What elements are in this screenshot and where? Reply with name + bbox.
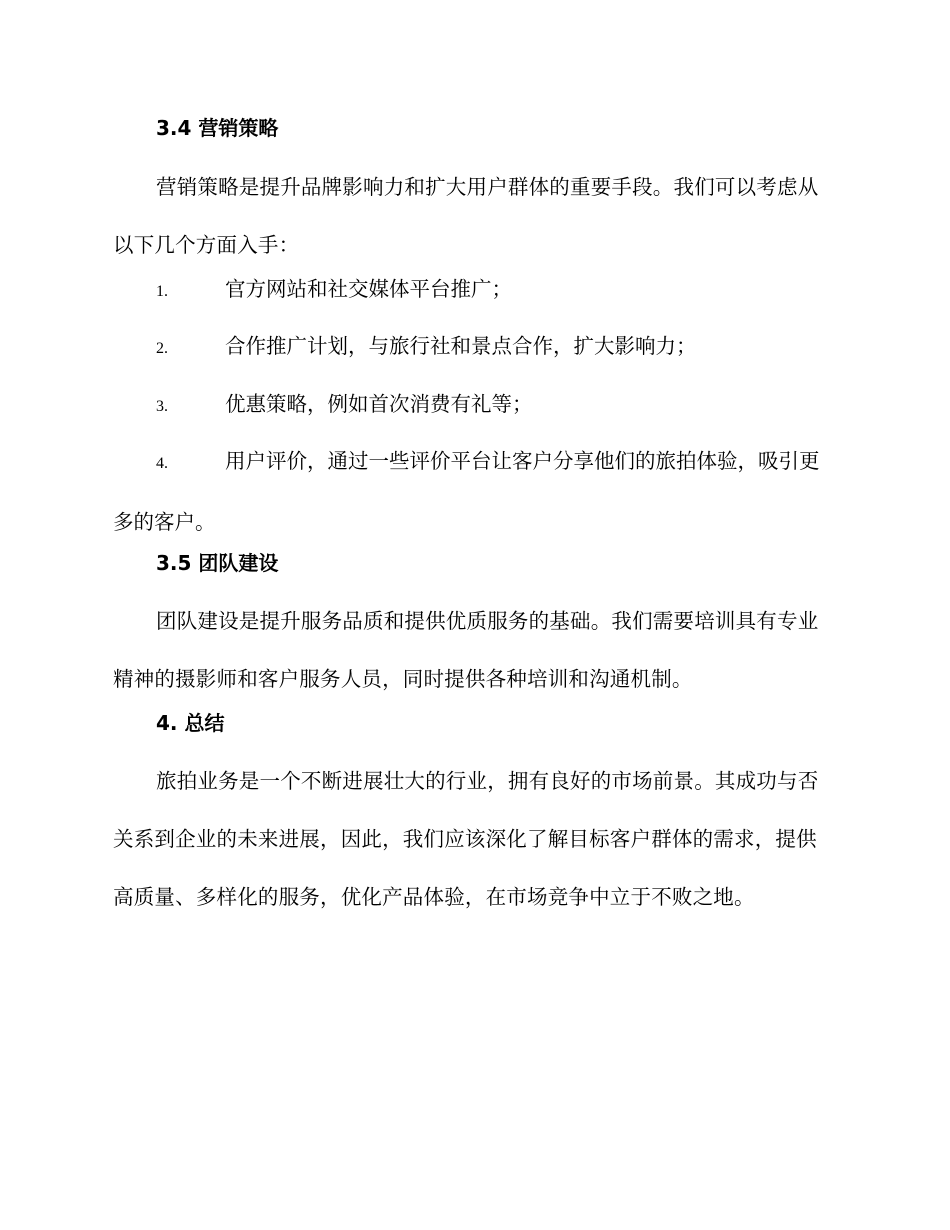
summary-paragraph: 旅拍业务是一个不断进展壮大的行业，拥有良好的市场前景。其成功与否关系到企业的未来进展，因此，我们应该深化了解目标客户群体的需求，提供高质量、多样化的服务，优化产品体验，在市场竞争中立于不败之地。 [113,769,819,909]
list-item [113,317,833,378]
list-text: 官方网站和社交媒体平台推广； [225,277,512,301]
marketing-intro-paragraph: 营销策略是提升品牌影响力和扩大用户群体的重要手段。我们可以考虑从以下几个方面入手： [113,175,819,257]
section-heading-marketing: 3.4 营销策略 [156,116,279,140]
list-number: 1. [156,283,168,300]
list-number: 3. [156,398,168,415]
list-item [113,260,833,321]
list-item [113,375,833,436]
list-item [113,432,833,551]
section-heading-summary: 4. 总结 [156,711,225,735]
list-text: 用户评价，通过一些评价平台让客户分享他们的旅拍体验，吸引更多的客户。 [113,449,820,534]
list-text: 优惠策略，例如首次消费有礼等； [225,392,533,416]
list-number: 2. [156,340,168,357]
section-heading-team: 3.5 团队建设 [156,551,279,575]
list-text: 合作推广计划，与旅行社和景点合作，扩大影响力； [225,334,697,358]
list-number: 4. [156,455,168,472]
team-paragraph: 团队建设是提升服务品质和提供优质服务的基础。我们需要培训具有专业精神的摄影师和客户服务人员，同时提供各种培训和沟通机制。 [113,609,819,691]
